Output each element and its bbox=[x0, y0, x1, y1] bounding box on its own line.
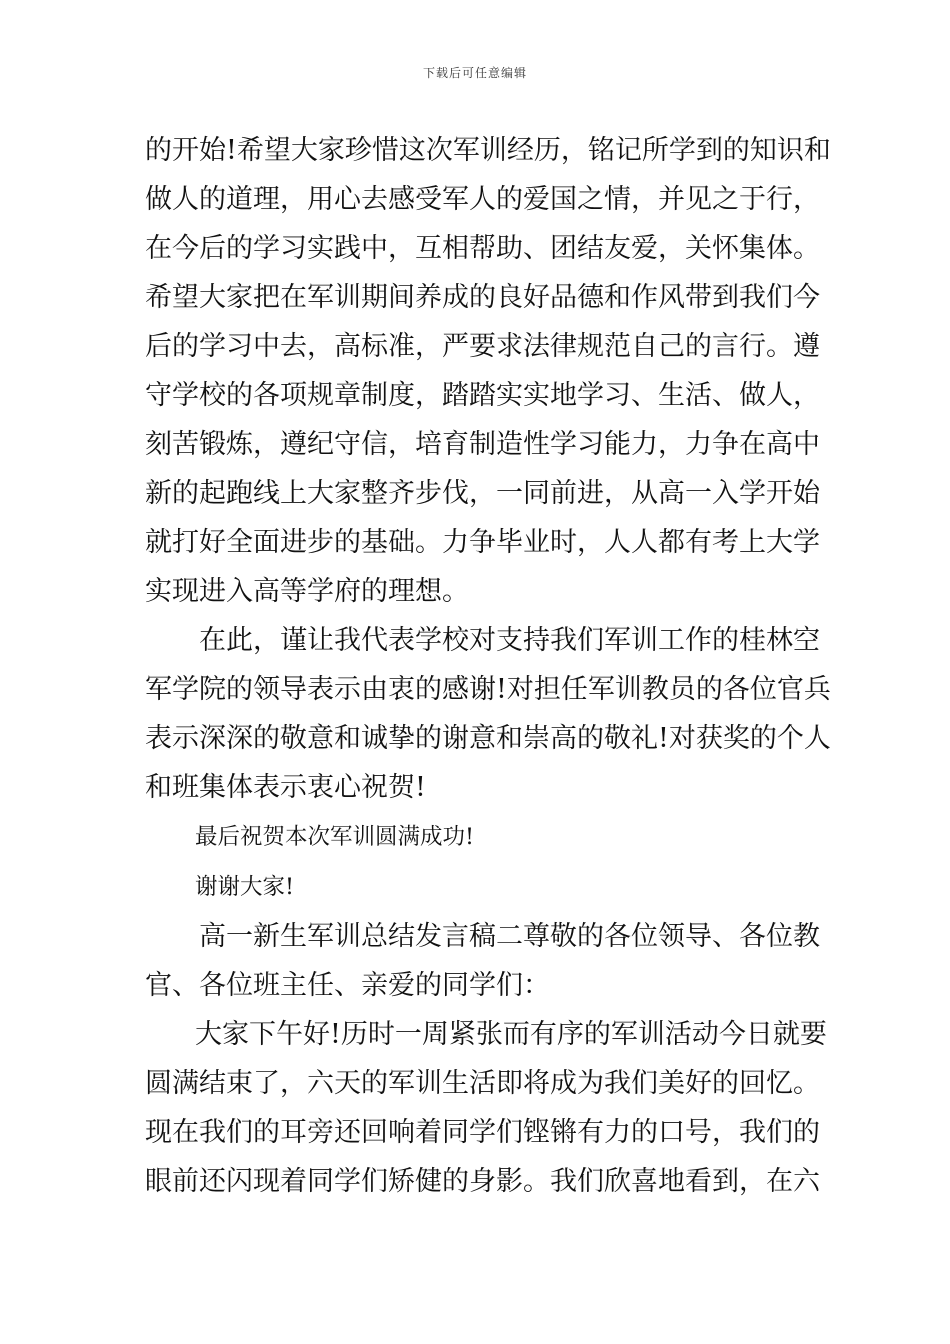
page-header-note: 下载后可任意编辑 bbox=[422, 66, 527, 80]
text-line: 新的起跑线上大家整齐步伐，一同前进，从高一入学开始 bbox=[145, 478, 820, 509]
text-line: 表示深深的敬意和诚挚的谢意和崇高的敬礼!对获奖的个人 bbox=[145, 723, 831, 754]
text-line: 就打好全面进步的基础。力争毕业时，人人都有考上大学 bbox=[145, 527, 820, 558]
text-line: 实现进入高等学府的理想。 bbox=[145, 576, 469, 607]
text-line: 眼前还闪现着同学们矫健的身影。我们欣喜地看到，在六 bbox=[145, 1166, 820, 1197]
text-line: 守学校的各项规章制度，踏踏实实地学习、生活、做人， bbox=[145, 380, 820, 411]
document-body bbox=[145, 126, 831, 1206]
text-line: 在今后的学习实践中，互相帮助、团结友爱，关怀集体。 bbox=[145, 233, 820, 264]
text-line: 做人的道理，用心去感受军人的爱国之情，并见之于行， bbox=[145, 184, 820, 215]
text-line: 现在我们的耳旁还回响着同学们铿锵有力的口号，我们的 bbox=[145, 1117, 820, 1148]
text-line: 军学院的领导表示由衷的感谢!对担任军训教员的各位官兵 bbox=[145, 674, 831, 705]
text-line: 刻苦锻炼，遵纪守信，培育制造性学习能力，力争在高中 bbox=[145, 429, 820, 460]
text-line: 高一新生军训总结发言稿二尊敬的各位领导、各位教 bbox=[199, 921, 820, 952]
text-line: 圆满结束了，六天的军训生活即将成为我们美好的回忆。 bbox=[145, 1068, 820, 1099]
text-line: 大家下午好!历时一周紧张而有序的军训活动今日就要 bbox=[195, 1019, 827, 1050]
text-line: 最后祝贺本次军训圆满成功! bbox=[195, 824, 475, 850]
text-line: 谢谢大家! bbox=[195, 874, 295, 900]
text-line: 的开始!希望大家珍惜这次军训经历，铭记所学到的知识和 bbox=[145, 135, 831, 166]
text-line: 在此，谨让我代表学校对支持我们军训工作的桂林空 bbox=[199, 625, 820, 656]
text-line: 和班集体表示衷心祝贺! bbox=[145, 772, 426, 803]
text-line: 官、各位班主任、亲爱的同学们： bbox=[145, 970, 550, 1001]
text-line: 后的学习中去，高标准，严要求法律规范自己的言行。遵 bbox=[145, 331, 820, 362]
text-line: 希望大家把在军训期间养成的良好品德和作风带到我们今 bbox=[145, 282, 820, 313]
